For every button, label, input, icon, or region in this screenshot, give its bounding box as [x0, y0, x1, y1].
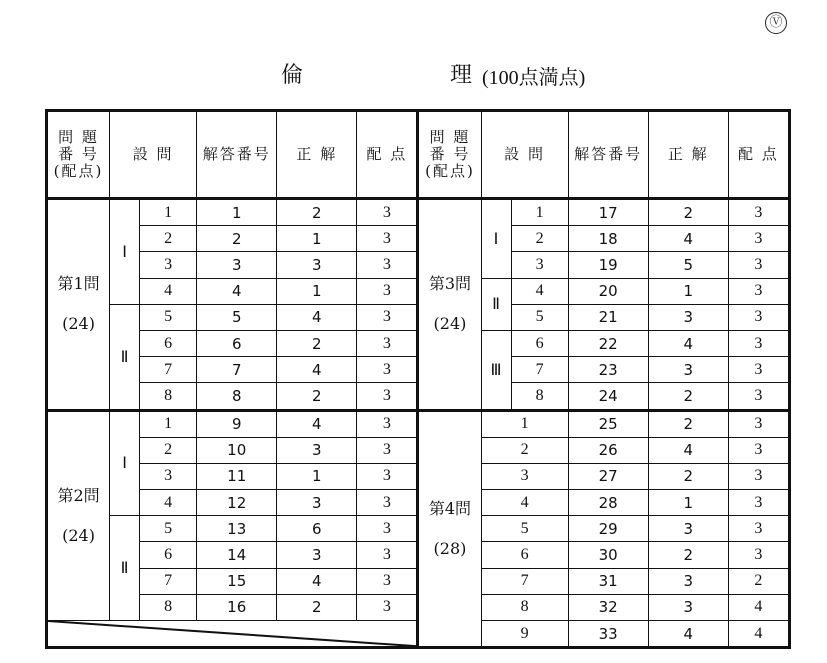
diagonal-line: [48, 621, 416, 646]
page-title: [0, 54, 827, 94]
blank-diagonal-cell: [47, 621, 418, 648]
answer-number: 29: [568, 516, 648, 542]
correct-answer: 2: [277, 383, 357, 410]
correct-answer: 3: [648, 568, 728, 594]
score-value: 3: [357, 278, 418, 304]
correct-answer: 4: [277, 357, 357, 383]
question-group-cell: [47, 410, 110, 621]
sub-question-number: 3: [140, 463, 197, 489]
sub-question-number: 6: [140, 330, 197, 356]
sub-question-number: 4: [511, 278, 568, 304]
answer-number: 20: [568, 278, 648, 304]
sub-question-number: 5: [511, 304, 568, 330]
answer-number: 28: [568, 490, 648, 516]
answer-number: 27: [568, 463, 648, 489]
sub-question-number: 1: [140, 410, 197, 437]
question-points: (24): [433, 314, 467, 334]
score-value: 3: [728, 199, 789, 226]
question-points: (24): [62, 525, 95, 545]
answer-number: 3: [197, 252, 277, 278]
header-answer-no: 解答番号: [568, 111, 648, 199]
answer-number: 12: [197, 490, 277, 516]
question-label: 第3問: [428, 274, 472, 294]
answer-number: 15: [197, 568, 277, 594]
sub-question-number: 6: [511, 330, 568, 356]
header-question-no: 問 題 番 号 (配点): [47, 111, 110, 199]
score-value: 3: [357, 437, 418, 463]
score-value: 3: [728, 278, 789, 304]
correct-answer: 3: [277, 542, 357, 568]
question-group-cell: [418, 199, 481, 411]
answer-number: 4: [197, 278, 277, 304]
score-value: 3: [728, 463, 789, 489]
part-roman: Ⅱ: [110, 304, 140, 410]
correct-answer: 3: [277, 252, 357, 278]
sub-question-number: 8: [140, 383, 197, 410]
score-value: 3: [357, 463, 418, 489]
sub-question-number: 2: [481, 437, 568, 463]
answer-number: 6: [197, 330, 277, 356]
sub-question-number: 5: [140, 304, 197, 330]
table-row: [47, 410, 790, 437]
correct-answer: 4: [277, 304, 357, 330]
sub-question-number: 3: [481, 463, 568, 489]
score-value: 3: [357, 594, 418, 620]
score-value: 3: [357, 516, 418, 542]
title-total-points: (100点満点): [482, 67, 586, 89]
sub-question-number: 1: [140, 199, 197, 226]
score-value: 3: [728, 357, 789, 383]
correct-answer: 3: [648, 357, 728, 383]
answer-number: 9: [197, 410, 277, 437]
answer-number: 5: [197, 304, 277, 330]
correct-answer: 1: [277, 463, 357, 489]
answer-number: 33: [568, 621, 648, 648]
correct-answer: 2: [648, 463, 728, 489]
header-question-no: 問 題 番 号 (配点): [418, 111, 481, 199]
question-label: 第2問: [57, 485, 100, 505]
part-roman: Ⅱ: [481, 278, 511, 330]
correct-answer: 3: [648, 516, 728, 542]
score-value: 3: [357, 252, 418, 278]
correct-answer: 2: [277, 594, 357, 620]
correct-answer: 1: [277, 226, 357, 252]
score-value: 3: [728, 437, 789, 463]
answer-number: 14: [197, 542, 277, 568]
correct-answer: 2: [277, 199, 357, 226]
sub-question-number: 2: [140, 437, 197, 463]
score-value: 2: [728, 568, 789, 594]
answer-number: 24: [568, 383, 648, 410]
score-value: 4: [728, 594, 789, 620]
sub-question-number: 6: [140, 542, 197, 568]
correct-answer: 4: [277, 568, 357, 594]
sub-question-number: 7: [140, 568, 197, 594]
part-roman: Ⅰ: [481, 199, 511, 279]
header-sub-question: 設 問: [481, 111, 568, 199]
score-value: 3: [728, 252, 789, 278]
correct-answer: 4: [648, 226, 728, 252]
score-value: 3: [357, 410, 418, 437]
correct-answer: 1: [648, 278, 728, 304]
answer-number: 22: [568, 330, 648, 356]
table-row: [47, 199, 790, 226]
correct-answer: 3: [648, 304, 728, 330]
score-value: 3: [357, 304, 418, 330]
question-points: (24): [62, 314, 95, 334]
title-subject-first-char: 倫: [281, 63, 304, 88]
part-roman: Ⅰ: [110, 199, 140, 305]
score-value: 3: [728, 304, 789, 330]
answer-number: 25: [568, 410, 648, 437]
answer-number: 10: [197, 437, 277, 463]
score-value: 4: [728, 621, 789, 648]
score-value: 3: [357, 542, 418, 568]
correct-answer: 2: [648, 199, 728, 226]
question-label: 第4問: [428, 498, 472, 518]
answer-number: 31: [568, 568, 648, 594]
answer-number: 26: [568, 437, 648, 463]
correct-answer: 3: [277, 490, 357, 516]
answer-number: 1: [197, 199, 277, 226]
correct-answer: 3: [648, 594, 728, 620]
score-value: 3: [728, 330, 789, 356]
sub-question-number: 5: [140, 516, 197, 542]
correct-answer: 1: [277, 278, 357, 304]
answer-number: 32: [568, 594, 648, 620]
question-label: 第1問: [57, 274, 100, 294]
correct-answer: 3: [277, 437, 357, 463]
answer-number: 13: [197, 516, 277, 542]
part-roman: Ⅱ: [110, 516, 140, 621]
sub-question-number: 8: [481, 594, 568, 620]
score-value: 3: [357, 383, 418, 410]
correct-answer: 2: [648, 410, 728, 437]
sub-question-number: 9: [481, 621, 568, 648]
score-value: 3: [728, 516, 789, 542]
sub-question-number: 8: [140, 594, 197, 620]
answer-number: 18: [568, 226, 648, 252]
score-value: 3: [728, 383, 789, 410]
part-roman: Ⅰ: [110, 410, 140, 516]
header-correct: 正 解: [277, 111, 357, 199]
question-group-cell: [418, 410, 481, 648]
answer-number: 7: [197, 357, 277, 383]
score-value: 3: [728, 226, 789, 252]
header-sub-question: 設 問: [110, 111, 197, 199]
sub-question-number: 4: [140, 278, 197, 304]
answer-number: 8: [197, 383, 277, 410]
score-value: 3: [357, 568, 418, 594]
sub-question-number: 7: [511, 357, 568, 383]
sub-question-number: 1: [481, 410, 568, 437]
sub-question-number: 8: [511, 383, 568, 410]
answer-table: [45, 109, 791, 649]
correct-answer: 4: [277, 410, 357, 437]
correct-answer: 5: [648, 252, 728, 278]
sub-question-number: 7: [140, 357, 197, 383]
answer-number: 30: [568, 542, 648, 568]
answer-number: 21: [568, 304, 648, 330]
sub-question-number: 4: [481, 490, 568, 516]
sub-question-number: 5: [481, 516, 568, 542]
answer-number: 17: [568, 199, 648, 226]
header-score: 配 点: [728, 111, 789, 199]
header-correct: 正 解: [648, 111, 728, 199]
score-value: 3: [357, 226, 418, 252]
sub-question-number: 4: [140, 490, 197, 516]
correct-answer: 1: [648, 490, 728, 516]
answer-number: 23: [568, 357, 648, 383]
section-mark: Ⓥ: [765, 12, 787, 34]
score-value: 3: [357, 330, 418, 356]
score-value: 3: [728, 410, 789, 437]
sub-question-number: 2: [511, 226, 568, 252]
score-value: 3: [357, 490, 418, 516]
score-value: 3: [728, 490, 789, 516]
score-value: 3: [357, 357, 418, 383]
sub-question-number: 3: [140, 252, 197, 278]
correct-answer: 4: [648, 621, 728, 648]
header-score: 配 点: [357, 111, 418, 199]
answer-number: 11: [197, 463, 277, 489]
sub-question-number: 7: [481, 568, 568, 594]
score-value: 3: [728, 542, 789, 568]
header-row: [47, 111, 790, 199]
correct-answer: 2: [648, 542, 728, 568]
correct-answer: 2: [277, 330, 357, 356]
correct-answer: 4: [648, 437, 728, 463]
sub-question-number: 1: [511, 199, 568, 226]
score-value: 3: [357, 199, 418, 226]
answer-number: 19: [568, 252, 648, 278]
answer-number: 2: [197, 226, 277, 252]
question-group-cell: [47, 199, 110, 411]
sub-question-number: 2: [140, 226, 197, 252]
sub-question-number: 6: [481, 542, 568, 568]
correct-answer: 2: [648, 383, 728, 410]
title-subject-second-char: 理: [450, 63, 473, 88]
header-answer-no: 解答番号: [197, 111, 277, 199]
answer-number: 16: [197, 594, 277, 620]
correct-answer: 6: [277, 516, 357, 542]
question-points: (28): [433, 538, 467, 558]
part-roman: Ⅲ: [481, 330, 511, 410]
sub-question-number: 3: [511, 252, 568, 278]
correct-answer: 4: [648, 330, 728, 356]
